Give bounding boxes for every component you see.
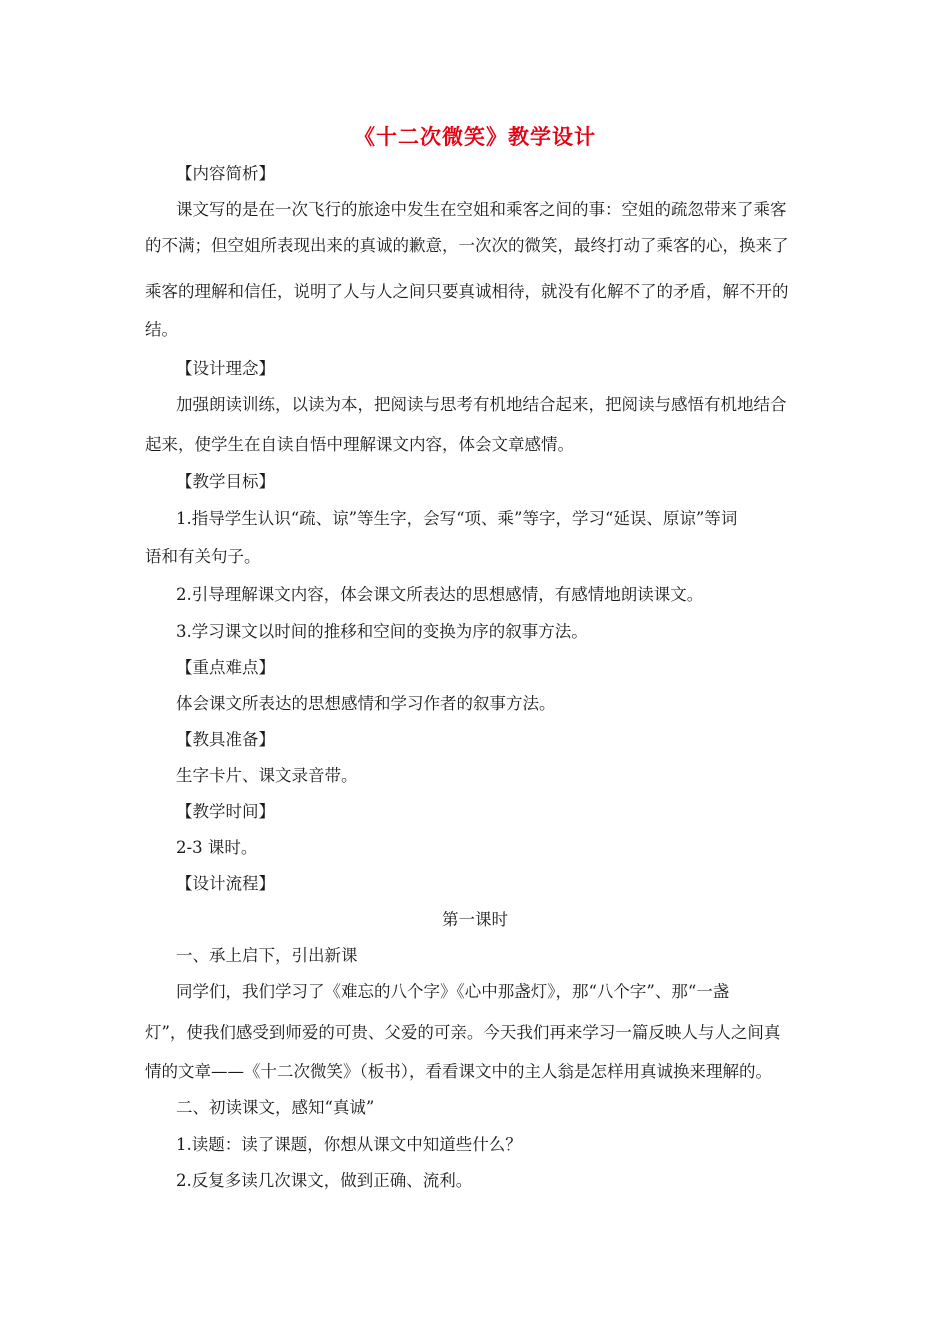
paragraph-line: 2.反复多读几次课文，做到正确、流利。 xyxy=(176,1171,473,1190)
paragraph-line: 乘客的理解和信任，说明了人与人之间只要真诚相待，就没有化解不了的矛盾，解不开的 xyxy=(145,282,789,301)
paragraph-line: 3.学习课文以时间的推移和空间的变换为序的叙事方法。 xyxy=(176,622,588,641)
paragraph-line: 起来，使学生在自读自悟中理解课文内容，体会文章感情。 xyxy=(145,435,574,454)
section-heading-key-points: 【重点难点】 xyxy=(176,658,275,677)
paragraph-line: 二、初读课文，感知“真诚” xyxy=(176,1098,375,1117)
section-heading-teaching-goals: 【教学目标】 xyxy=(176,472,275,491)
paragraph-line: 2.引导理解课文内容，体会课文所表达的思想感情，有感情地朗读课文。 xyxy=(176,585,704,604)
section-heading-design-flow: 【设计流程】 xyxy=(176,874,275,893)
document-title: 《十二次微笑》教学设计 xyxy=(354,124,596,149)
section-heading-content-analysis: 【内容简析】 xyxy=(176,164,275,183)
paragraph-line: 情的文章——《十二次微笑》（板书），看看课文中的主人翁是怎样用真诚换来理解的。 xyxy=(145,1062,772,1081)
paragraph-line: 结。 xyxy=(145,320,178,339)
paragraph-line: 体会课文所表达的思想感情和学习作者的叙事方法。 xyxy=(176,694,556,713)
paragraph-line: 生字卡片、课文录音带。 xyxy=(176,766,358,785)
paragraph-line: 的不满；但空姐所表现出来的真诚的歉意，一次次的微笑，最终打动了乘客的心，换来了 xyxy=(145,236,789,255)
paragraph-line: 1.指导学生认识“疏、谅”等生字，会写“项、乘”等字，学习“延误、原谅”等词 xyxy=(176,509,738,528)
section-heading-design-concept: 【设计理念】 xyxy=(176,359,275,378)
section-heading-materials: 【教具准备】 xyxy=(176,730,275,749)
lesson-heading: 第一课时 xyxy=(442,910,508,929)
section-heading-teaching-time: 【教学时间】 xyxy=(176,802,275,821)
paragraph-line: 课文写的是在一次飞行的旅途中发生在空姐和乘客之间的事：空姐的疏忽带来了乘客 xyxy=(176,200,787,219)
paragraph-line: 1.读题：读了课题，你想从课文中知道些什么？ xyxy=(176,1135,522,1154)
paragraph-line: 同学们，我们学习了《难忘的八个字》《心中那盏灯》，那“八个字”、那“一盏 xyxy=(176,982,730,1001)
paragraph-line: 2-3 课时。 xyxy=(176,838,258,857)
paragraph-line: 灯”，使我们感受到师爱的可贵、父爱的可亲。今天我们再来学习一篇反映人与人之间真 xyxy=(145,1023,781,1042)
paragraph-line: 加强朗读训练，以读为本，把阅读与思考有机地结合起来，把阅读与感悟有机地结合 xyxy=(176,395,787,414)
paragraph-line: 一、承上启下，引出新课 xyxy=(176,946,358,965)
paragraph-line: 语和有关句子。 xyxy=(145,547,261,566)
